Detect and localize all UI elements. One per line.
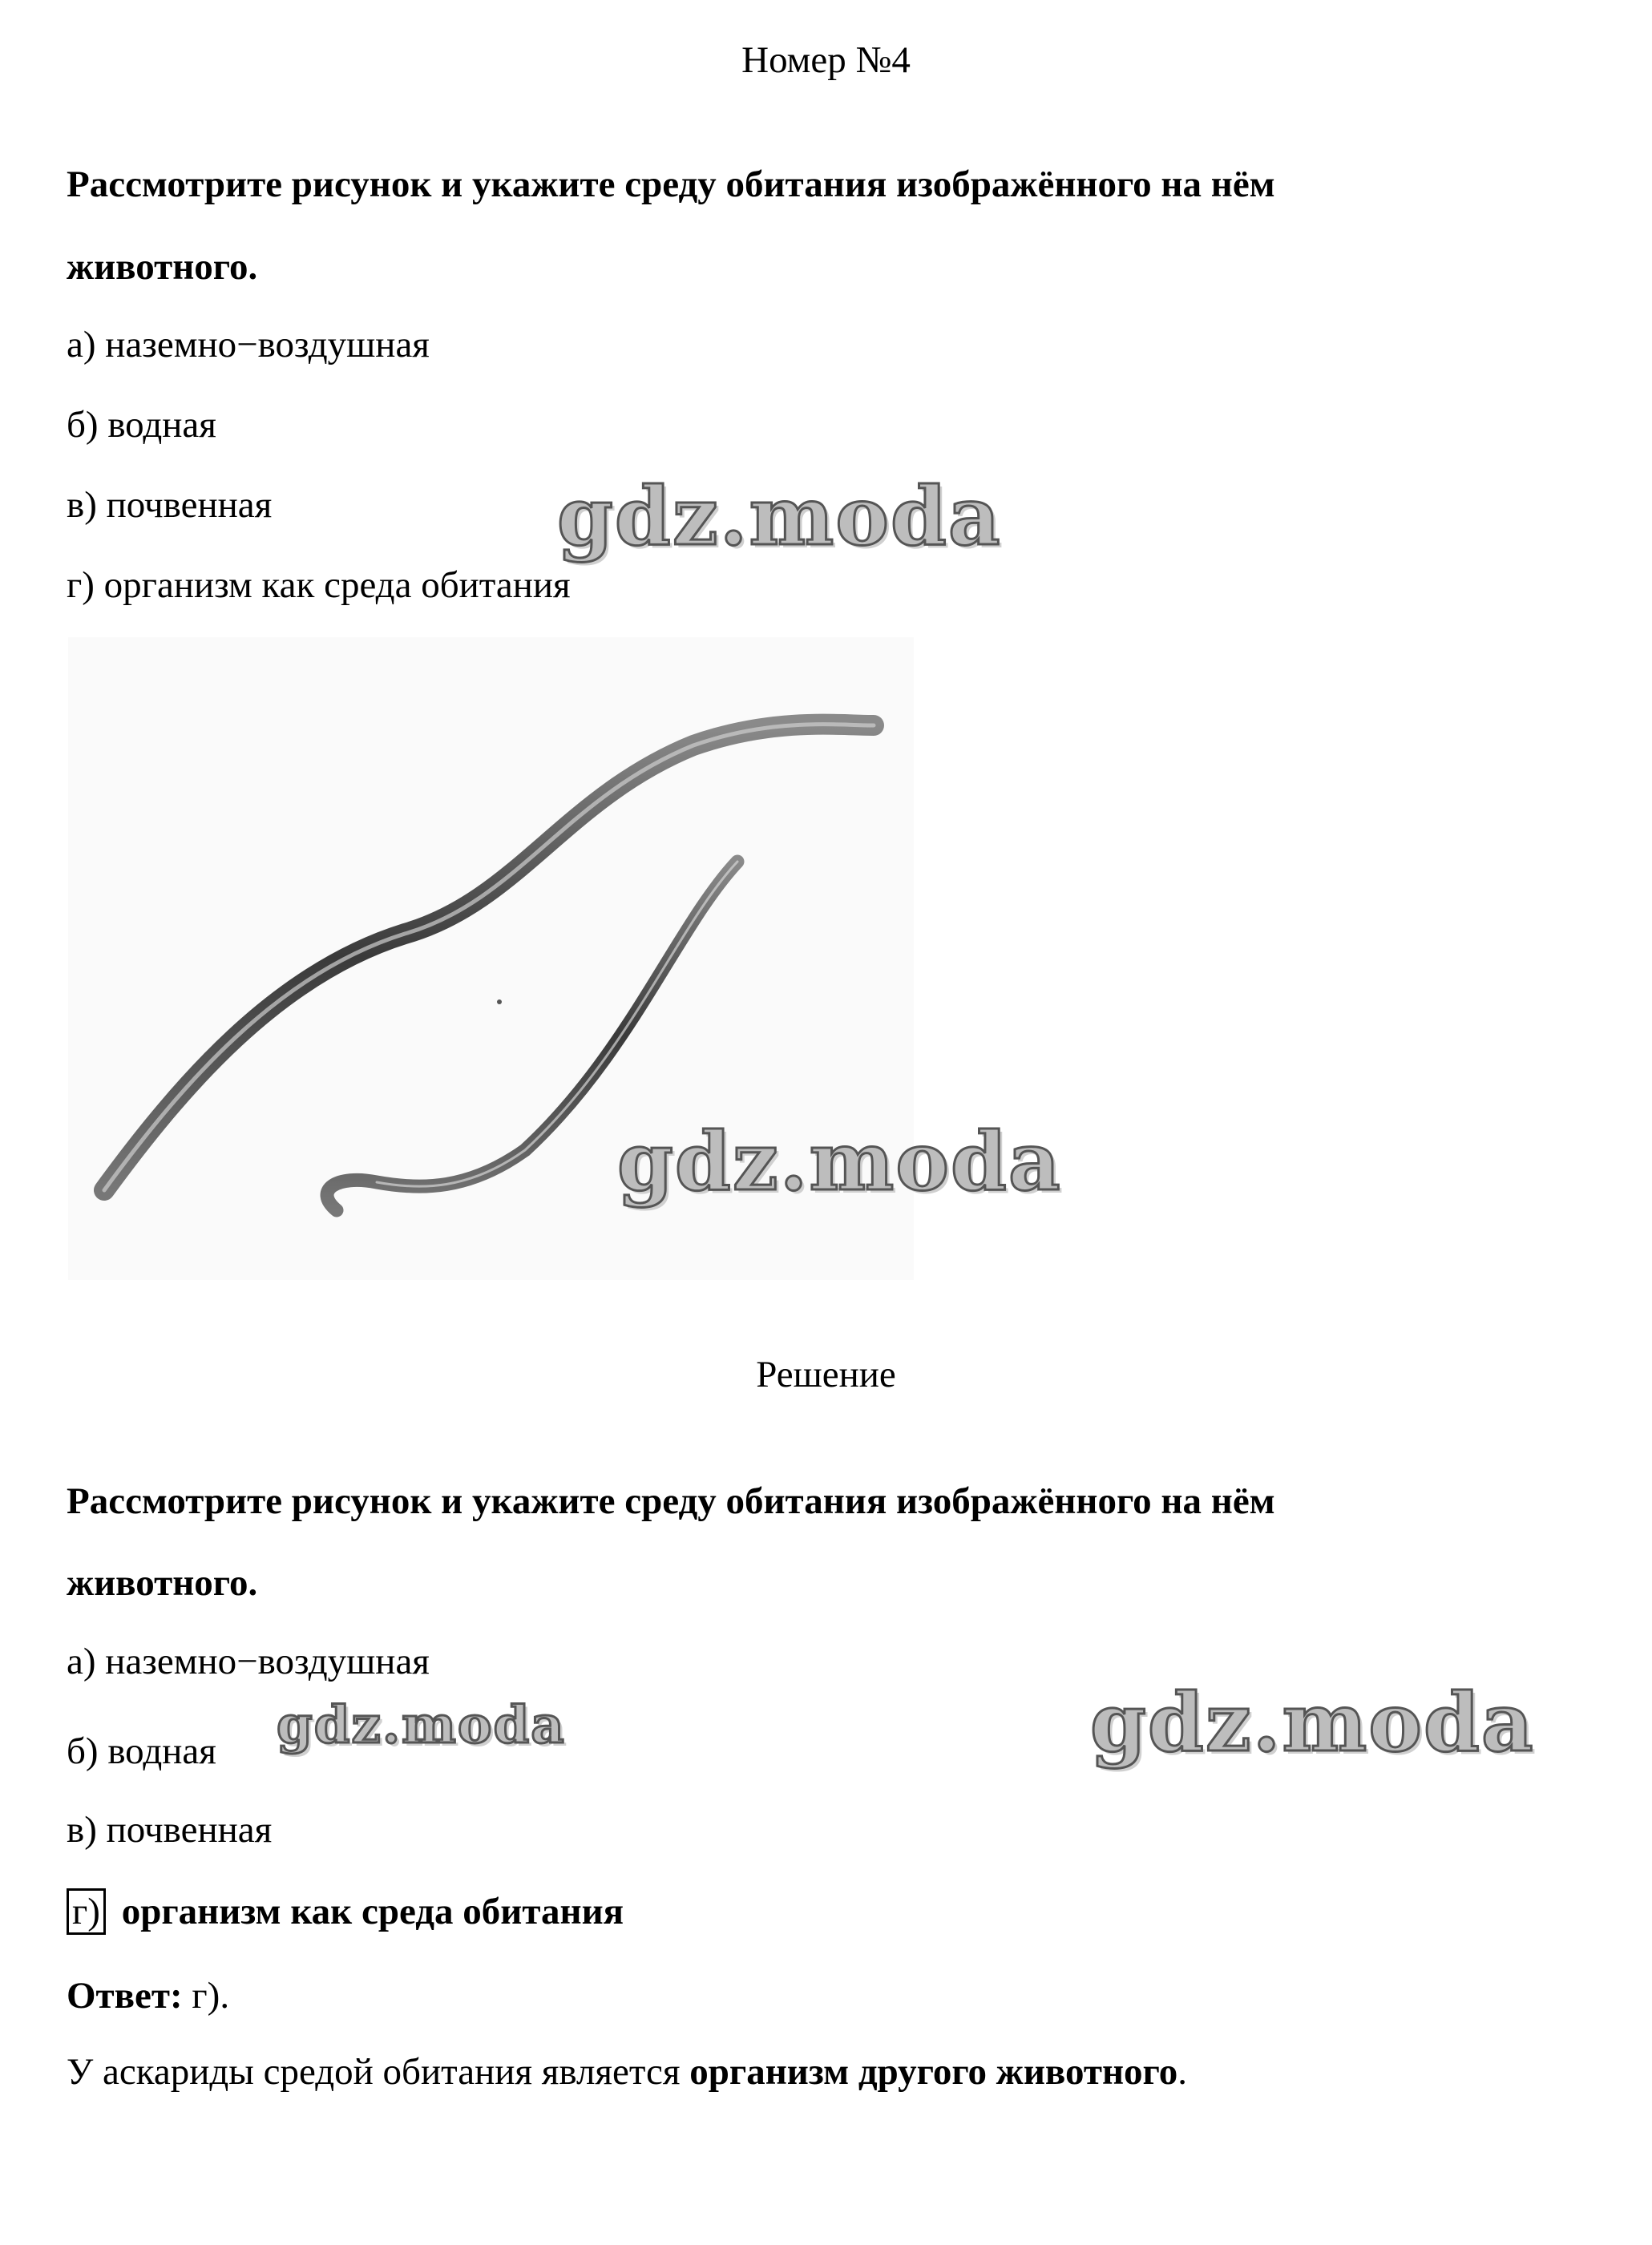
solution-text-line2: животного. xyxy=(67,1562,258,1604)
option-b: б) водная xyxy=(67,404,216,446)
explanation-bold: организм другого животного xyxy=(689,2051,1178,2093)
watermark: gdz.moda xyxy=(1090,1675,1535,1770)
watermark: gdz.moda xyxy=(557,469,1002,563)
solution-option-c: в) почвенная xyxy=(67,1809,273,1851)
answer-value: г). xyxy=(192,1975,230,2017)
answer-label: Ответ: xyxy=(67,1975,183,2017)
watermark: gdz.moda xyxy=(277,1695,566,1755)
option-c: в) почвенная xyxy=(67,484,273,526)
solution-option-a: а) наземно−воздушная xyxy=(67,1641,430,1682)
page-title: Номер №4 xyxy=(741,39,911,81)
explanation-prefix: У аскариды средой обитания является xyxy=(67,2051,690,2093)
solution-option-d-selected xyxy=(67,1892,624,1933)
selected-option-box: г) xyxy=(67,1888,106,1935)
question-text-line2: животного. xyxy=(67,246,258,288)
explanation-suffix: . xyxy=(1177,2051,1187,2093)
solution-option-b: б) водная xyxy=(67,1730,216,1772)
answer-line xyxy=(67,1976,229,2017)
explanation-line xyxy=(67,2052,1187,2094)
solution-heading: Решение xyxy=(756,1354,896,1395)
option-d: г) организм как среда обитания xyxy=(67,564,571,606)
solution-text-line1: Рассмотрите рисунок и укажите среду обитания изображённого на нём xyxy=(67,1480,1275,1522)
question-text-line1: Рассмотрите рисунок и укажите среду обитания изображённого на нём xyxy=(67,164,1275,205)
watermark: gdz.moda xyxy=(617,1114,1062,1209)
option-a: а) наземно−воздушная xyxy=(67,324,430,365)
selected-option-text: организм как среда обитания xyxy=(121,1891,624,1932)
